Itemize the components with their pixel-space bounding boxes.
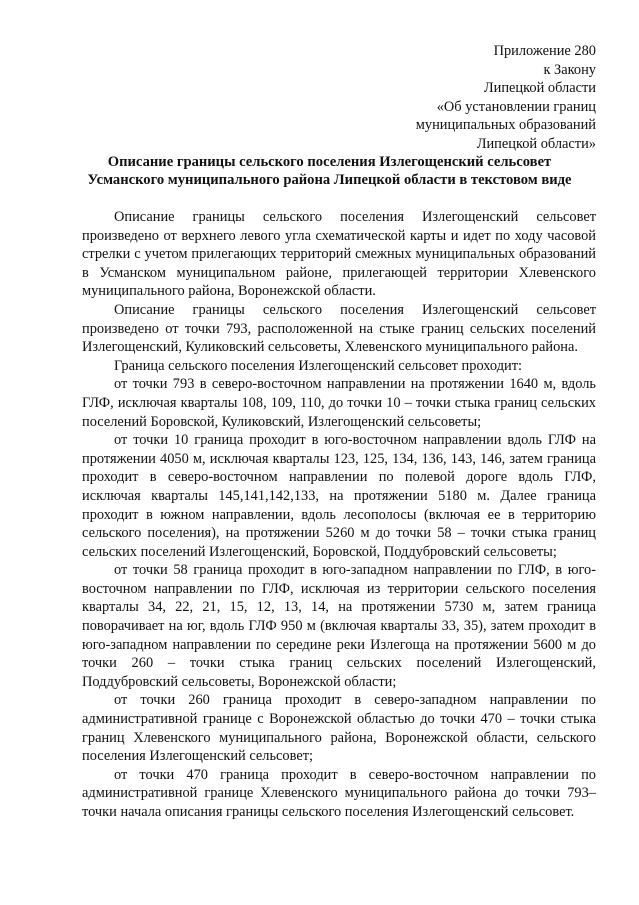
appendix-line: «Об установлении границ	[436, 98, 596, 115]
title-line-1: Описание границы сельского поселения Излегощенский сельсовет	[107, 154, 552, 170]
appendix-line: муниципальных образований	[415, 117, 596, 134]
title-line-2: Усманского муниципального района Липецкой области в текстовом виде	[87, 172, 572, 188]
document-body	[82, 208, 596, 822]
appendix-header	[346, 42, 596, 154]
body-paragraph: Граница сельского поселения Излегощенский сельсовет проходит:	[114, 357, 523, 374]
body-paragraph: от точки 470 граница проходит в северо-восточном направлении по административной границе Хлевенского муниципального района до точки 793– точки начала описания границы сельского поселения Излегощенский сельсовет.	[82, 766, 596, 820]
appendix-line: Липецкой области	[483, 80, 596, 97]
body-paragraph: от точки 260 граница проходит в северо-западном направлении по административной границе с Воронежской областью до точки 470 – точки стыка границ Хлевенского муниципального района, Воронежской области, сельского поселения Излегощенский сельсовет;	[82, 692, 596, 765]
body-paragraph: от точки 793 в северо-восточном направлении на протяжении 1640 м, вдоль ГЛФ, исключая кварталы 108, 109, 110, до точки 10 – точки стыка границ сельских поселений Боровской, Куликовский, Излегощенский сельсоветы;	[82, 376, 596, 430]
appendix-line: Приложение 280	[493, 43, 596, 59]
document-title	[60, 153, 599, 189]
appendix-line: к Закону	[543, 61, 596, 78]
body-paragraph: от точки 58 граница проходит в юго-западном направлении по ГЛФ, в юго-восточном направлении по ГЛФ, исключая из территории сельского поселения кварталы 34, 22, 21, 15, 12, 13, 14, на протяжении 5730 м, затем граница поворачивает на юг, вдоль ГЛФ 950 м (включая кварталы 33, 35), затем проходит в юго-западном направлении по середине реки Излегоща на протяжении 5600 м до точки 260 – точки стыка границ сельских поселений Излегощенский, Поддубровский сельсоветы, Воронежской области;	[82, 562, 596, 690]
body-paragraph: Описание границы сельского поселения Излегощенский сельсовет произведено от точки 793, расположенной на стыке границ сельских поселений Излегощенский, Куликовский сельсоветы, Хлевенского муниципального района.	[82, 301, 596, 356]
body-paragraph: от точки 10 граница проходит в юго-восточном направлении вдоль ГЛФ на протяжении 4050 м, исключая кварталы 123, 125, 134, 136, 143, 146, затем граница проходит в северо-восточном направлении по полевой дороге вдоль ГЛФ, исключая кварталы 145,141,142,133, на протяжении 5180 м. Далее граница проходит в южном направлении, вдоль лесополосы (включая ее в территорию сельского поселения), на протяжении 5260 м до точки 58 – точки стыка границ сельских поселений Излегощенский, Боровской, Поддубровский сельсоветы;	[82, 432, 596, 560]
appendix-line: Липецкой области»	[476, 135, 596, 152]
body-paragraph: Описание границы сельского поселения Излегощенский сельсовет произведено от верхнего левого угла схематической карты и идет по ходу часовой стрелки с учетом прилегающих территорий смежных муниципальных образований в Усманском муниципальном районе, прилегающей территории Хлевенского муниципального района, Воронежской области.	[82, 209, 596, 300]
